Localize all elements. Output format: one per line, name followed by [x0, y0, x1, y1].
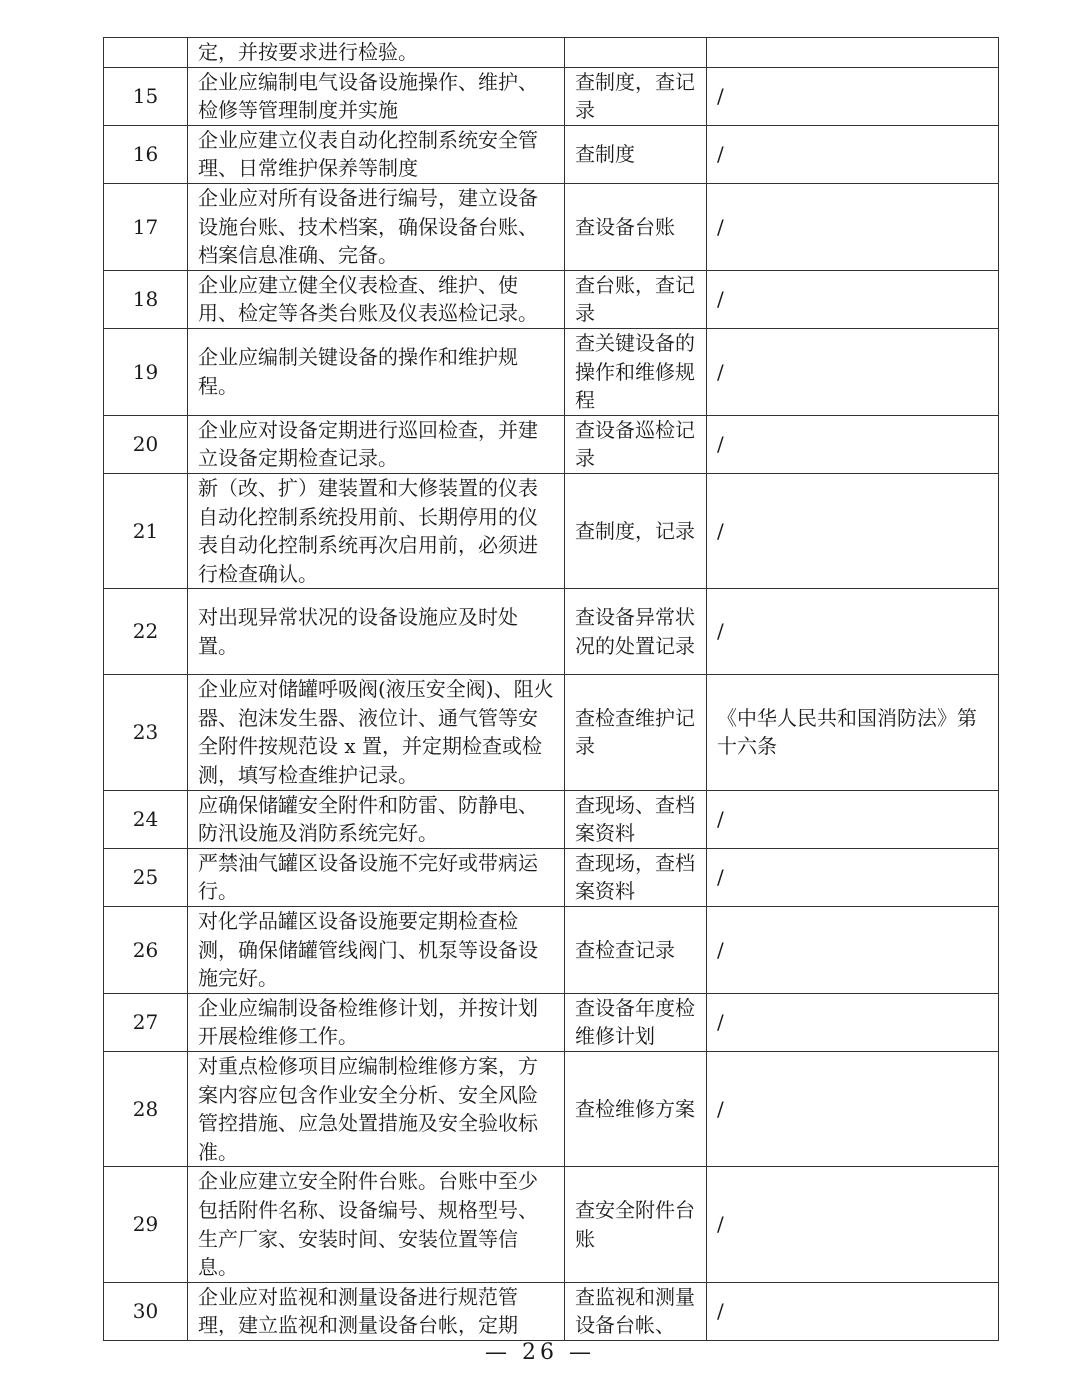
table-row: [104, 125, 999, 183]
requirement-cell: 企业应对储罐呼吸阀(液压安全阀)、阻火器、泡沫发生器、液位计、通气管等安全附件按规范设 x 置，并定期检查或检测，填写检查维护记录。: [188, 675, 565, 790]
method-cell: 查现场、查档案资料: [565, 790, 707, 848]
row-number: 28: [104, 1052, 188, 1167]
requirement-cell: 企业应对所有设备进行编号，建立设备设施台账、技术档案，确保设备台账、档案信息准确、完备。: [188, 183, 565, 270]
page-number: — 26 —: [485, 1340, 595, 1365]
row-number: 22: [104, 589, 188, 675]
requirement-cell: 对重点检修项目应编制检维修方案，方案内容应包含作业安全分析、安全风险管控措施、应急处置措施及安全验收标准。: [188, 1052, 565, 1167]
row-number: 17: [104, 183, 188, 270]
basis-cell: /: [707, 993, 999, 1051]
table-row: [104, 993, 999, 1051]
basis-cell: /: [707, 1167, 999, 1282]
basis-cell: /: [707, 907, 999, 994]
requirement-cell: 定，并按要求进行检验。: [188, 38, 565, 68]
requirement-cell: 企业应编制设备检维修计划，并按计划开展检维修工作。: [188, 993, 565, 1051]
method-cell: 查现场，查档案资料: [565, 848, 707, 906]
requirement-cell: 企业应建立健全仪表检查、维护、使用、检定等各类台账及仪表巡检记录。: [188, 270, 565, 328]
requirement-cell: 对化学品罐区设备设施要定期检查检测，确保储罐管线阀门、机泵等设备设施完好。: [188, 907, 565, 994]
method-cell: 查检查记录: [565, 907, 707, 994]
row-number: 16: [104, 125, 188, 183]
table-row: [104, 589, 999, 675]
requirement-cell: 企业应建立安全附件台账。台账中至少包括附件名称、设备编号、规格型号、生产厂家、安装时间、安装位置等信息。: [188, 1167, 565, 1282]
basis-cell: /: [707, 125, 999, 183]
row-number: 20: [104, 415, 188, 473]
table-row: [104, 907, 999, 994]
row-number: 15: [104, 67, 188, 125]
requirement-cell: 严禁油气罐区设备设施不完好或带病运行。: [188, 848, 565, 906]
basis-cell: /: [707, 1052, 999, 1167]
row-number: 30: [104, 1282, 188, 1340]
inspection-table: [103, 37, 999, 1341]
method-cell: 查设备巡检记录: [565, 415, 707, 473]
requirement-cell: 企业应建立仪表自动化控制系统安全管理、日常维护保养等制度: [188, 125, 565, 183]
row-number: 18: [104, 270, 188, 328]
row-number: [104, 38, 188, 68]
method-cell: 查检维修方案: [565, 1052, 707, 1167]
requirement-cell: 应确保储罐安全附件和防雷、防静电、防汛设施及消防系统完好。: [188, 790, 565, 848]
table-row: [104, 1052, 999, 1167]
table-row: [104, 848, 999, 906]
method-cell: 查台账，查记录: [565, 270, 707, 328]
row-number: 29: [104, 1167, 188, 1282]
table-row: [104, 790, 999, 848]
row-number: 21: [104, 473, 188, 588]
table-row: [104, 183, 999, 270]
method-cell: 查制度，记录: [565, 473, 707, 588]
method-cell: 查设备年度检维修计划: [565, 993, 707, 1051]
method-cell: 查关键设备的操作和维修规程: [565, 328, 707, 415]
table-row: [104, 473, 999, 588]
method-cell: 查安全附件台账: [565, 1167, 707, 1282]
basis-cell: /: [707, 67, 999, 125]
method-cell: 查设备异常状况的处置记录: [565, 589, 707, 675]
table-row: [104, 415, 999, 473]
basis-cell: /: [707, 790, 999, 848]
row-number: 25: [104, 848, 188, 906]
requirement-cell: 企业应对监视和测量设备进行规范管理，建立监视和测量设备台帐，定期: [188, 1282, 565, 1340]
table-row: [104, 1167, 999, 1282]
row-number: 27: [104, 993, 188, 1051]
basis-cell: /: [707, 270, 999, 328]
method-cell: [565, 38, 707, 68]
table-row: [104, 38, 999, 68]
basis-cell: /: [707, 415, 999, 473]
requirement-cell: 企业应对设备定期进行巡回检查，并建立设备定期检查记录。: [188, 415, 565, 473]
method-cell: 查检查维护记录: [565, 675, 707, 790]
table-row: [104, 1282, 999, 1340]
requirement-cell: 新（改、扩）建装置和大修装置的仪表自动化控制系统投用前、长期停用的仪表自动化控制系统再次启用前，必须进行检查确认。: [188, 473, 565, 588]
method-cell: 查制度，查记录: [565, 67, 707, 125]
table-row: [104, 675, 999, 790]
basis-cell: 《中华人民共和国消防法》第十六条: [707, 675, 999, 790]
method-cell: 查制度: [565, 125, 707, 183]
basis-cell: /: [707, 328, 999, 415]
row-number: 26: [104, 907, 188, 994]
table-row: [104, 67, 999, 125]
requirement-cell: 企业应编制关键设备的操作和维护规程。: [188, 328, 565, 415]
requirement-cell: 对出现异常状况的设备设施应及时处置。: [188, 589, 565, 675]
basis-cell: /: [707, 1282, 999, 1340]
basis-cell: /: [707, 848, 999, 906]
table-row: [104, 270, 999, 328]
row-number: 23: [104, 675, 188, 790]
basis-cell: /: [707, 473, 999, 588]
requirement-cell: 企业应编制电气设备设施操作、维护、检修等管理制度并实施: [188, 67, 565, 125]
basis-cell: /: [707, 183, 999, 270]
method-cell: 查设备台账: [565, 183, 707, 270]
basis-cell: /: [707, 589, 999, 675]
row-number: 19: [104, 328, 188, 415]
basis-cell: [707, 38, 999, 68]
table-row: [104, 328, 999, 415]
row-number: 24: [104, 790, 188, 848]
method-cell: 查监视和测量设备台帐、: [565, 1282, 707, 1340]
